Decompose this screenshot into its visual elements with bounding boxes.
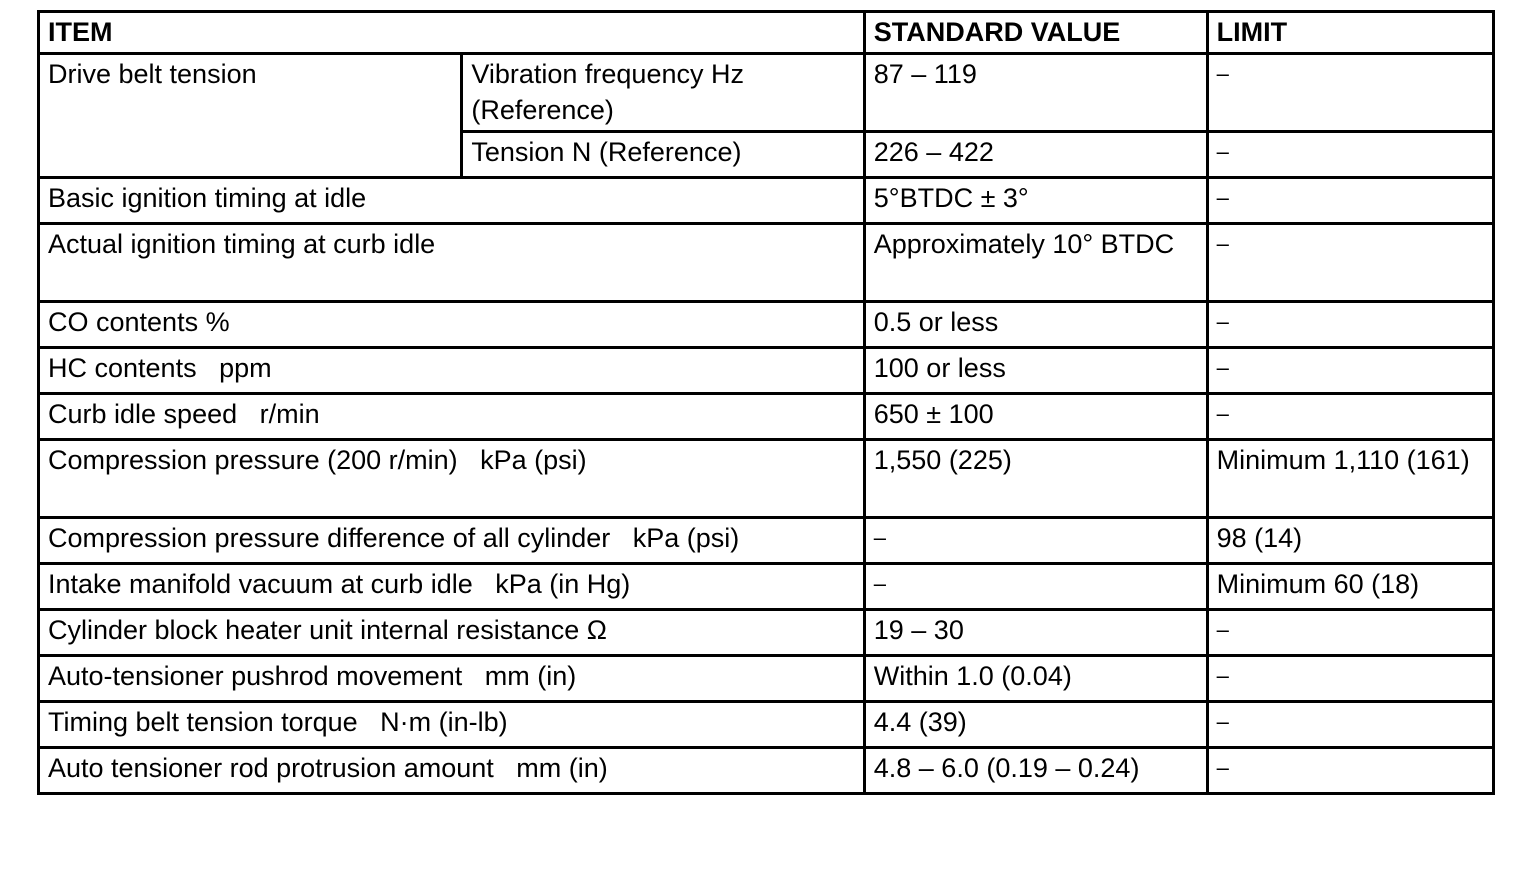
drive-belt-label: Drive belt tension [39, 54, 462, 178]
table-row [39, 610, 1494, 656]
row-standard: 5°BTDC ± 3° [864, 178, 1207, 224]
header-standard-value: STANDARD VALUE [864, 12, 1207, 54]
table-row [39, 302, 1494, 348]
table-row [39, 440, 1494, 518]
tension-item: Tension N (Reference) [462, 132, 864, 178]
row-standard: 4.8 – 6.0 (0.19 – 0.24) [864, 748, 1207, 794]
table-row [39, 702, 1494, 748]
row-standard: 1,550 (225) [864, 440, 1207, 518]
table-row [39, 348, 1494, 394]
row-limit: – [1207, 394, 1493, 440]
row-standard: Approximately 10° BTDC [864, 224, 1207, 302]
row-item: Auto tensioner rod protrusion amount mm (in) [39, 748, 865, 794]
table-header-row [39, 12, 1494, 54]
row-limit: – [1207, 302, 1493, 348]
row-standard: 4.4 (39) [864, 702, 1207, 748]
row-limit: – [1207, 348, 1493, 394]
row-item: Actual ignition timing at curb idle [39, 224, 865, 302]
table-row [39, 178, 1494, 224]
table-row [39, 54, 1494, 132]
table-row [39, 224, 1494, 302]
row-standard: 0.5 or less [864, 302, 1207, 348]
row-limit: – [1207, 656, 1493, 702]
row-item: Basic ignition timing at idle [39, 178, 865, 224]
table-row [39, 656, 1494, 702]
row-standard: 100 or less [864, 348, 1207, 394]
row-item: HC contents ppm [39, 348, 865, 394]
specification-table [37, 10, 1495, 795]
row-item: Auto-tensioner pushrod movement mm (in) [39, 656, 865, 702]
row-standard: – [864, 518, 1207, 564]
row-standard: 650 ± 100 [864, 394, 1207, 440]
row-limit: – [1207, 178, 1493, 224]
row-standard: – [864, 564, 1207, 610]
row-item: Compression pressure difference of all cylinder kPa (psi) [39, 518, 865, 564]
row-limit: – [1207, 610, 1493, 656]
tension-limit: – [1207, 132, 1493, 178]
row-limit: 98 (14) [1207, 518, 1493, 564]
row-item: Timing belt tension torque N·m (in-lb) [39, 702, 865, 748]
header-item: ITEM [39, 12, 865, 54]
row-standard: 19 – 30 [864, 610, 1207, 656]
row-limit: – [1207, 224, 1493, 302]
table-row [39, 394, 1494, 440]
vibration-limit: – [1207, 54, 1493, 132]
row-item: CO contents % [39, 302, 865, 348]
tension-standard: 226 – 422 [864, 132, 1207, 178]
row-standard: Within 1.0 (0.04) [864, 656, 1207, 702]
vibration-standard: 87 – 119 [864, 54, 1207, 132]
row-limit: Minimum 1,110 (161) [1207, 440, 1493, 518]
row-limit: Minimum 60 (18) [1207, 564, 1493, 610]
table-row [39, 518, 1494, 564]
row-item: Cylinder block heater unit internal resistance Ω [39, 610, 865, 656]
row-item: Intake manifold vacuum at curb idle kPa (in Hg) [39, 564, 865, 610]
vibration-item: Vibration frequency Hz (Reference) [462, 54, 864, 132]
row-limit: – [1207, 702, 1493, 748]
table-row [39, 564, 1494, 610]
header-limit: LIMIT [1207, 12, 1493, 54]
row-item: Curb idle speed r/min [39, 394, 865, 440]
row-item: Compression pressure (200 r/min) kPa (psi) [39, 440, 865, 518]
row-limit: – [1207, 748, 1493, 794]
table-row [39, 748, 1494, 794]
